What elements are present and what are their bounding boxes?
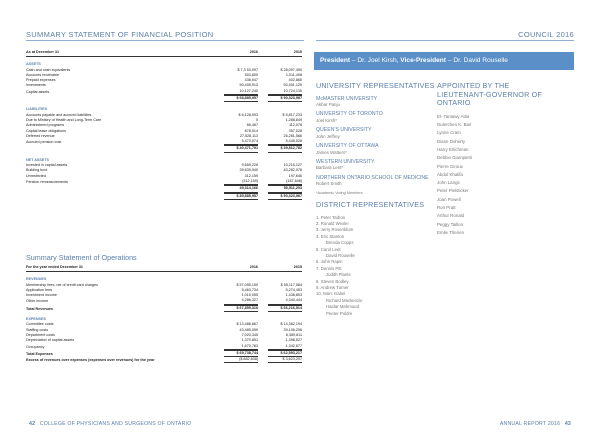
district-item-secondary: Richard Mackenzie [326, 297, 363, 303]
row-label: Capital lease obligations [26, 128, 66, 133]
column-header-label: For the year ended December 31 [26, 265, 83, 269]
row-value-prior: 26,281,566 [283, 133, 302, 138]
row-value-prior: 402,865 [288, 78, 302, 83]
row-label: Department costs [26, 332, 55, 337]
row-label: Total Revenues [26, 306, 53, 311]
appointed-list [437, 113, 557, 237]
row-value-current: 50,405,913 [239, 83, 258, 88]
district-item-secondary: David Rouselle [326, 252, 355, 258]
section-title: ASSETS [26, 62, 41, 67]
row-label: Occupancy [26, 344, 45, 349]
row-label: Accounts payable and accrued liabilities [26, 112, 92, 117]
row-value-prior: 357,028 [288, 128, 302, 133]
row-value-current: 43,485,099 [239, 327, 258, 332]
section-title: REVENUES [26, 277, 47, 282]
row-label: Excess of revenues over expenses (expenses over revenues) for the year [26, 358, 155, 363]
row-label: Accrued pension cost [26, 140, 62, 145]
row-value-current: 1,015,055 [241, 293, 258, 298]
row-value-prior: $ 5,817,233 [282, 112, 302, 117]
row-label: Deferred revenue [26, 133, 55, 138]
row-value-current: $ 13,486,667 [236, 322, 258, 327]
row-value-current: $ 6,128,093 [238, 112, 258, 117]
appointed-member: Diane Doherty [437, 138, 466, 144]
row-value-prior: $ 28,097,450 [280, 67, 302, 72]
row-label: Staffing costs [26, 327, 49, 332]
header-left-title: SUMMARY STATEMENT OF FINANCIAL POSITION [26, 30, 214, 39]
page-number-left: 42 [29, 421, 36, 427]
row-label: Accounts receivable [26, 72, 60, 77]
district-item-secondary: Brenda Copps [326, 240, 354, 246]
row-value-prior: $ 66,216,514 [268, 305, 302, 312]
table-row [26, 95, 302, 102]
appointed-member: Pierre Giroux [437, 163, 463, 169]
row-value-current: 436,047 [244, 78, 258, 83]
appointed-member: El- Tantawy Attia [437, 113, 470, 119]
university-representative: John Jeffrey [316, 133, 340, 139]
president-label: President [320, 57, 351, 64]
appointed-member: Joan Powell [437, 196, 461, 202]
appointed-column [437, 82, 557, 237]
appointed-member: Lynne Cram [437, 130, 461, 136]
row-value-current: 503,800 [244, 72, 258, 77]
footer-report: ANNUAL REPORT 2016 [499, 421, 561, 427]
district-list [316, 215, 436, 318]
page-number-right: 43 [564, 421, 571, 427]
university-representative: James Watters* [316, 149, 347, 155]
row-value-prior: 10,724,135 [268, 89, 302, 95]
university-name: NORTHERN ONTARIO SCHOOL OF MEDICINE [316, 175, 429, 182]
row-value-current: 878,014 [244, 128, 258, 133]
university-name: QUEEN'S UNIVERSITY [316, 127, 372, 134]
row-value-prior: 50,401,129 [283, 83, 302, 88]
district-item: 3. Jerry Rosenblum [316, 227, 354, 233]
appointed-heading: APPOINTED BY THE LIEUTENANT-GOVERNOR OF ONTARIO [437, 81, 543, 108]
row-value-prior: 1,438,853 [285, 293, 302, 298]
row-value-current: $ 67,859,316 [224, 305, 258, 312]
vice-president-name: Dr. David Rouselle [453, 57, 508, 64]
row-label: Pension remeasurements [26, 179, 69, 184]
row-value-prior: (187,648) [268, 179, 302, 185]
row-value-prior: 50,511,203 [268, 185, 302, 192]
representatives-column [316, 82, 436, 317]
district-item: 8. Steven Bodley [316, 278, 349, 284]
row-value-current: 49,314,166 [224, 185, 258, 192]
table-row [26, 357, 302, 363]
row-value-current: 5,473,074 [224, 139, 258, 145]
column-header-row [26, 265, 302, 272]
row-label: Prepaid expenses [26, 78, 56, 83]
row-value-prior: $ 39,812,782 [268, 145, 302, 152]
university-representative: Joel Kirsh* [316, 117, 337, 123]
district-item: 5. Carol Leet [316, 246, 341, 252]
column-header-row [26, 50, 302, 57]
district-item-secondary: Peeter Poldre [326, 310, 353, 316]
row-value-prior: 112,078 [288, 123, 302, 128]
row-value-prior: $ 14,362,194 [280, 322, 302, 327]
table-row [26, 350, 302, 357]
row-value-prior: 5,274,453 [285, 287, 302, 292]
row-value-prior: $ 90,323,987 [268, 95, 302, 102]
financial-position-table [26, 50, 302, 200]
row-label: Capital assets [26, 89, 50, 94]
column-header-prior: 2015 [293, 50, 302, 54]
appointed-member: Peter Pielsticker [437, 188, 469, 194]
row-value-prior: $ 62,593,217 [268, 350, 302, 357]
row-value-current: ($ 882,838) [224, 357, 258, 363]
table-row [26, 145, 302, 152]
row-value-prior: 10,215,127 [283, 163, 302, 168]
university-heading: UNIVERSITY REPRESENTATIVES [316, 81, 435, 90]
header-right-title: COUNCIL 2016 [518, 30, 574, 39]
row-value-prior: 197,646 [288, 173, 302, 178]
district-item-secondary: Judith Plante [326, 272, 351, 278]
row-label: Application fees [26, 287, 53, 292]
section-title: EXPENSES [26, 317, 46, 322]
leadership-banner: President – Dr. Joel Kirsh, Vice-President – Dr. David Rouselle [314, 52, 574, 70]
row-value-current: 1,370,851 [241, 338, 258, 343]
district-item: 10. Marc Gabel [316, 291, 346, 297]
appointed-member: Harry Erlichman [437, 146, 469, 152]
row-value-prior: $ 3,623,297 [268, 357, 302, 363]
row-label: Depreciation of capital assets [26, 338, 75, 343]
row-label: Administered programs [26, 123, 65, 128]
row-value-current: 0 [255, 117, 258, 122]
column-header-prior: 2015 [293, 265, 302, 269]
academic-note: *Academic Voting Members [316, 190, 363, 195]
appointed-member: Emile Therien [437, 229, 465, 235]
university-name: WESTERN UNIVERSITY [316, 159, 375, 166]
district-item: 6. John Rapin [316, 259, 343, 265]
column-header-current: 2016 [249, 265, 258, 269]
footer-right [500, 421, 574, 427]
appointed-member: Debbie Giampietri [437, 155, 473, 161]
appointed-member: Peggy Taillon [437, 221, 464, 227]
row-value-current: $ 68,885,957 [224, 95, 258, 102]
footer-left [26, 421, 191, 427]
row-value-current: $ 40,471,791 [224, 145, 258, 152]
row-label: Committee costs [26, 322, 54, 327]
president-name: Dr. Joel Kirsh, [357, 57, 399, 64]
row-label: Investment income [26, 293, 57, 298]
row-label: Other income [26, 299, 49, 304]
row-label: Membership fees, net of credit card charges [26, 282, 98, 287]
row-label: Investments [26, 83, 46, 88]
row-value-prior: 4,340,444 [268, 298, 302, 304]
table-row [26, 193, 302, 200]
appointed-member: Arthur Ronald [437, 213, 465, 219]
row-value-current: 7,020,345 [241, 332, 258, 337]
row-value-current: 9,659,226 [241, 163, 258, 168]
row-value-prior: 39,106,206 [283, 327, 302, 332]
university-name: McMASTER UNIVERSITY [316, 95, 378, 102]
row-value-current: $ 7,3 53,097 [237, 67, 258, 72]
row-value-prior: 1,398,527 [285, 338, 302, 343]
row-value-prior: 40,282,078 [283, 168, 302, 173]
university-name: UNIVERSITY OF TORONTO [316, 111, 383, 118]
row-value-current: 4,286,327 [224, 298, 258, 304]
table-row [26, 185, 302, 192]
row-value-current: $ 69,738,744 [224, 350, 258, 357]
row-label: Invested in capital assets [26, 163, 68, 168]
table-row [26, 305, 302, 312]
row-value-current: 39,639,940 [239, 168, 258, 173]
row-value-current: 1,670,783 [224, 344, 258, 350]
appointed-member: Dulerchen K. Bari [437, 122, 472, 128]
row-value-current: $ 89,885,957 [224, 193, 258, 200]
section-title: LIABILITIES [26, 107, 48, 112]
footer-org: COLLEGE OF PHYSICIANS AND SURGEONS OF ONTARIO [39, 421, 192, 427]
row-value-current: 312,159 [244, 173, 258, 178]
row-value-current: 66,467 [246, 123, 258, 128]
header-rule [316, 40, 574, 41]
university-representative: Akbar Panju [316, 101, 340, 107]
district-heading: DISTRICT REPRESENTATIVES [316, 199, 425, 209]
appointed-member: John Langs [437, 180, 460, 186]
appointed-member: Ron Pratt [437, 205, 456, 211]
row-value-prior: 5,445,028 [268, 139, 302, 145]
section-title: NET ASSETS [26, 157, 50, 162]
row-label: Unrestricted [26, 173, 46, 178]
row-value-prior: 1,288,849 [285, 117, 302, 122]
row-label: Cash and cash equivalents [26, 67, 71, 72]
vice-president-label: Vice-President [400, 57, 446, 64]
district-item-secondary: Haidar Mahmoud [326, 304, 359, 310]
row-value-current: 10,127,240 [224, 89, 258, 95]
column-header-current: 2016 [249, 50, 258, 54]
row-value-prior: $ 55,117,584 [280, 282, 302, 287]
operations-title: Summary Statement of Operations [26, 253, 137, 262]
university-representative: Barbara Lent* [316, 165, 344, 171]
row-value-current: 27,528,113 [239, 133, 258, 138]
district-item: 7. Dennis Pitt [316, 265, 342, 271]
district-item: 2. Ronald Wexler [316, 220, 349, 226]
column-header-label: As at December 31 [26, 50, 60, 54]
row-value-prior: 1,011,408 [285, 72, 302, 77]
university-representative: Robert Smith [316, 181, 342, 187]
operations-table [26, 265, 302, 363]
row-label: Building fund [26, 168, 48, 173]
row-label: Due to Ministry of Health and Long-Term Care [26, 117, 102, 122]
row-value-current: (312,159) [224, 179, 258, 185]
university-list [316, 96, 436, 187]
row-value-prior: 6,389,811 [285, 332, 302, 337]
header-rule [26, 40, 304, 41]
row-value-current: 5,463,734 [241, 287, 258, 292]
university-name: UNIVERSITY OF OTTAWA [316, 143, 379, 150]
row-value-current: $ 57,095,150 [236, 282, 258, 287]
row-value-prior: 1,342,677 [268, 344, 302, 350]
row-label: Total Expenses [26, 351, 53, 356]
district-item: 4. Eric Stanton [316, 233, 345, 239]
district-item: 1. Peter Tadros [316, 214, 346, 220]
district-item: 9. Andrew Turner [316, 285, 349, 290]
appointed-member: Abdul Khalifa [437, 171, 463, 177]
row-value-prior: $ 90,323,987 [268, 193, 302, 200]
